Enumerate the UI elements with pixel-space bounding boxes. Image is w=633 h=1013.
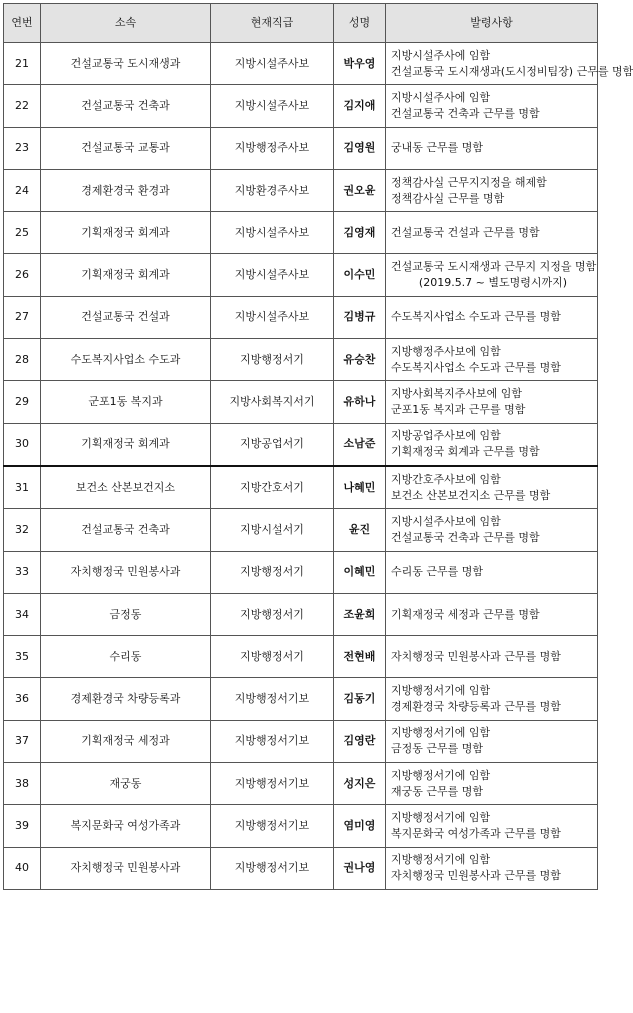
row-name: 권나영 <box>334 847 386 889</box>
order-line: 건설교통국 도시재생과 근무지 지정을 명함 <box>391 260 597 274</box>
row-no: 24 <box>4 169 41 211</box>
row-name: 조윤희 <box>334 593 386 635</box>
row-position: 지방행정서기보 <box>211 805 334 847</box>
table-row <box>4 805 598 847</box>
order-line: (2019.5.7 ~ 별도명령시까지) <box>418 276 568 290</box>
row-position: 지방행정서기보 <box>211 720 334 762</box>
order-line: 자치행정국 민원봉사과 근무를 명함 <box>391 649 561 663</box>
row-name: 윤진 <box>334 509 386 551</box>
row-position: 지방시설주사보 <box>211 254 334 296</box>
header-name: 성명 <box>334 4 386 43</box>
header-order: 발령사항 <box>386 4 598 43</box>
order-line: 수리동 근무를 명함 <box>391 565 484 579</box>
order-line: 지방사회복지주사보에 임함 <box>391 387 523 401</box>
row-name: 전현배 <box>334 636 386 678</box>
table-row <box>4 169 598 211</box>
row-position: 지방행정서기 <box>211 339 334 381</box>
personnel-appointment-table <box>3 3 633 890</box>
row-order <box>386 381 598 423</box>
order-line: 궁내동 근무를 명함 <box>391 141 484 155</box>
row-no: 27 <box>4 296 41 338</box>
row-no: 21 <box>4 43 41 85</box>
row-position: 지방행정서기 <box>211 593 334 635</box>
row-position: 지방행정서기보 <box>211 678 334 720</box>
order-line: 지방공업주사보에 임함 <box>391 429 501 443</box>
row-dept: 건설교통국 건축과 <box>41 85 211 127</box>
row-dept: 건설교통국 교통과 <box>41 127 211 169</box>
row-position: 지방행정서기 <box>211 551 334 593</box>
row-no: 29 <box>4 381 41 423</box>
table-row <box>4 423 598 466</box>
row-position: 지방시설주사보 <box>211 85 334 127</box>
row-name: 소남준 <box>334 423 386 466</box>
personnel-table-wrapper <box>3 3 633 890</box>
row-dept: 금정동 <box>41 593 211 635</box>
order-line: 지방행정서기에 임함 <box>391 768 491 782</box>
row-order <box>386 466 598 509</box>
row-name: 이수민 <box>334 254 386 296</box>
order-line: 지방시설주사에 임함 <box>391 90 491 104</box>
table-row <box>4 43 598 85</box>
row-position: 지방간호서기 <box>211 466 334 509</box>
row-no: 30 <box>4 423 41 466</box>
row-order <box>386 212 598 254</box>
row-position: 지방행정서기 <box>211 636 334 678</box>
row-dept: 자치행정국 민원봉사과 <box>41 847 211 889</box>
row-name: 김영원 <box>334 127 386 169</box>
row-order <box>386 43 633 85</box>
table-row <box>4 381 598 423</box>
row-no: 33 <box>4 551 41 593</box>
order-line: 지방행정서기에 임함 <box>391 853 491 867</box>
row-no: 35 <box>4 636 41 678</box>
row-no: 28 <box>4 339 41 381</box>
row-name: 나혜민 <box>334 466 386 509</box>
row-name: 이혜민 <box>334 551 386 593</box>
table-row <box>4 127 598 169</box>
row-order <box>386 254 598 296</box>
order-line: 지방행정서기에 임함 <box>391 684 491 698</box>
row-dept: 기획재정국 회계과 <box>41 423 211 466</box>
header-position: 현재직급 <box>211 4 334 43</box>
row-order <box>386 678 598 720</box>
row-name: 박우영 <box>334 43 386 85</box>
table-row <box>4 339 598 381</box>
order-line: 정책감사실 근무지지정을 해제함 <box>391 175 547 189</box>
row-name: 권오윤 <box>334 169 386 211</box>
order-line: 복지문화국 여성가족과 근무를 명함 <box>391 826 561 840</box>
row-no: 31 <box>4 466 41 509</box>
row-no: 22 <box>4 85 41 127</box>
order-line: 재궁동 근무를 명함 <box>391 784 484 798</box>
row-name: 김동기 <box>334 678 386 720</box>
row-dept: 복지문화국 여성가족과 <box>41 805 211 847</box>
table-row <box>4 296 598 338</box>
row-position: 지방시설주사보 <box>211 43 334 85</box>
row-dept: 건설교통국 건설과 <box>41 296 211 338</box>
order-line: 건설교통국 도시재생과(도시정비팀장) 근무를 명함 <box>391 64 633 78</box>
order-line: 기획재정국 세정과 근무를 명함 <box>391 607 540 621</box>
order-line: 정책감사실 근무를 명함 <box>391 191 505 205</box>
row-dept: 기획재정국 회계과 <box>41 254 211 296</box>
order-line: 보건소 산본보건지소 근무를 명함 <box>391 488 551 502</box>
row-name: 김병규 <box>334 296 386 338</box>
order-line: 건설교통국 건축과 근무를 명함 <box>391 530 540 544</box>
table-header-row <box>4 4 598 43</box>
row-name: 유하나 <box>334 381 386 423</box>
row-dept: 기획재정국 회계과 <box>41 212 211 254</box>
table-row <box>4 85 598 127</box>
order-line: 지방행정서기에 임함 <box>391 810 491 824</box>
header-dept: 소속 <box>41 4 211 43</box>
row-dept: 재궁동 <box>41 763 211 805</box>
row-order <box>386 169 598 211</box>
row-name: 김영란 <box>334 720 386 762</box>
row-order <box>386 636 598 678</box>
order-line: 자치행정국 민원봉사과 근무를 명함 <box>391 869 561 883</box>
row-dept: 자치행정국 민원봉사과 <box>41 551 211 593</box>
table-row <box>4 763 598 805</box>
order-line: 건설교통국 건설과 근무를 명함 <box>391 225 540 239</box>
table-row <box>4 509 598 551</box>
row-name: 성지은 <box>334 763 386 805</box>
table-body <box>4 43 633 890</box>
row-dept: 군포1동 복지과 <box>41 381 211 423</box>
table-row <box>4 254 598 296</box>
row-name: 염미영 <box>334 805 386 847</box>
row-no: 38 <box>4 763 41 805</box>
row-name: 유승찬 <box>334 339 386 381</box>
row-order <box>386 847 598 889</box>
row-position: 지방행정서기보 <box>211 847 334 889</box>
row-dept: 경제환경국 환경과 <box>41 169 211 211</box>
row-no: 36 <box>4 678 41 720</box>
order-line: 기획재정국 회계과 근무를 명함 <box>391 445 540 459</box>
row-position: 지방시설주사보 <box>211 212 334 254</box>
table-row <box>4 551 598 593</box>
row-order <box>386 423 598 466</box>
row-order <box>386 763 598 805</box>
row-order <box>386 805 598 847</box>
row-order <box>386 593 598 635</box>
header-no: 연번 <box>4 4 41 43</box>
order-line: 경제환경국 차량등록과 근무를 명함 <box>391 700 561 714</box>
row-no: 40 <box>4 847 41 889</box>
order-line: 지방시설주사에 임함 <box>391 48 491 62</box>
row-dept: 수리동 <box>41 636 211 678</box>
table-row <box>4 678 598 720</box>
row-no: 39 <box>4 805 41 847</box>
row-no: 32 <box>4 509 41 551</box>
row-position: 지방시설서기 <box>211 509 334 551</box>
order-line: 지방간호주사보에 임함 <box>391 472 501 486</box>
row-dept: 수도복지사업소 수도과 <box>41 339 211 381</box>
row-no: 26 <box>4 254 41 296</box>
row-no: 23 <box>4 127 41 169</box>
table-row <box>4 212 598 254</box>
table-row <box>4 636 598 678</box>
table-row <box>4 720 598 762</box>
row-dept: 건설교통국 건축과 <box>41 509 211 551</box>
order-line: 군포1동 복지과 근무를 명함 <box>391 403 526 417</box>
row-dept: 기획재정국 세정과 <box>41 720 211 762</box>
row-no: 37 <box>4 720 41 762</box>
order-line: 수도복지사업소 수도과 근무를 명함 <box>391 360 561 374</box>
row-position: 지방행정서기보 <box>211 763 334 805</box>
row-no: 34 <box>4 593 41 635</box>
row-order <box>386 551 598 593</box>
row-no: 25 <box>4 212 41 254</box>
row-position: 지방행정주사보 <box>211 127 334 169</box>
row-position: 지방사회복지서기 <box>211 381 334 423</box>
row-name: 김영재 <box>334 212 386 254</box>
order-line: 지방행정주사보에 임함 <box>391 344 501 358</box>
row-order <box>386 339 598 381</box>
order-line: 지방행정서기에 임함 <box>391 726 491 740</box>
row-order <box>386 85 598 127</box>
order-line: 금정동 근무를 명함 <box>391 742 484 756</box>
table-row <box>4 847 598 889</box>
order-line: 지방시설주사보에 임함 <box>391 514 501 528</box>
row-dept: 건설교통국 도시재생과 <box>41 43 211 85</box>
row-position: 지방환경주사보 <box>211 169 334 211</box>
row-dept: 경제환경국 차량등록과 <box>41 678 211 720</box>
order-line: 수도복지사업소 수도과 근무를 명함 <box>391 310 561 324</box>
row-name: 김지애 <box>334 85 386 127</box>
row-order <box>386 509 598 551</box>
row-order <box>386 720 598 762</box>
row-order <box>386 296 598 338</box>
row-dept: 보건소 산본보건지소 <box>41 466 211 509</box>
row-position: 지방공업서기 <box>211 423 334 466</box>
row-position: 지방시설주사보 <box>211 296 334 338</box>
order-line: 건설교통국 건축과 근무를 명함 <box>391 106 540 120</box>
table-row <box>4 593 598 635</box>
row-order <box>386 127 598 169</box>
table-row <box>4 466 598 509</box>
